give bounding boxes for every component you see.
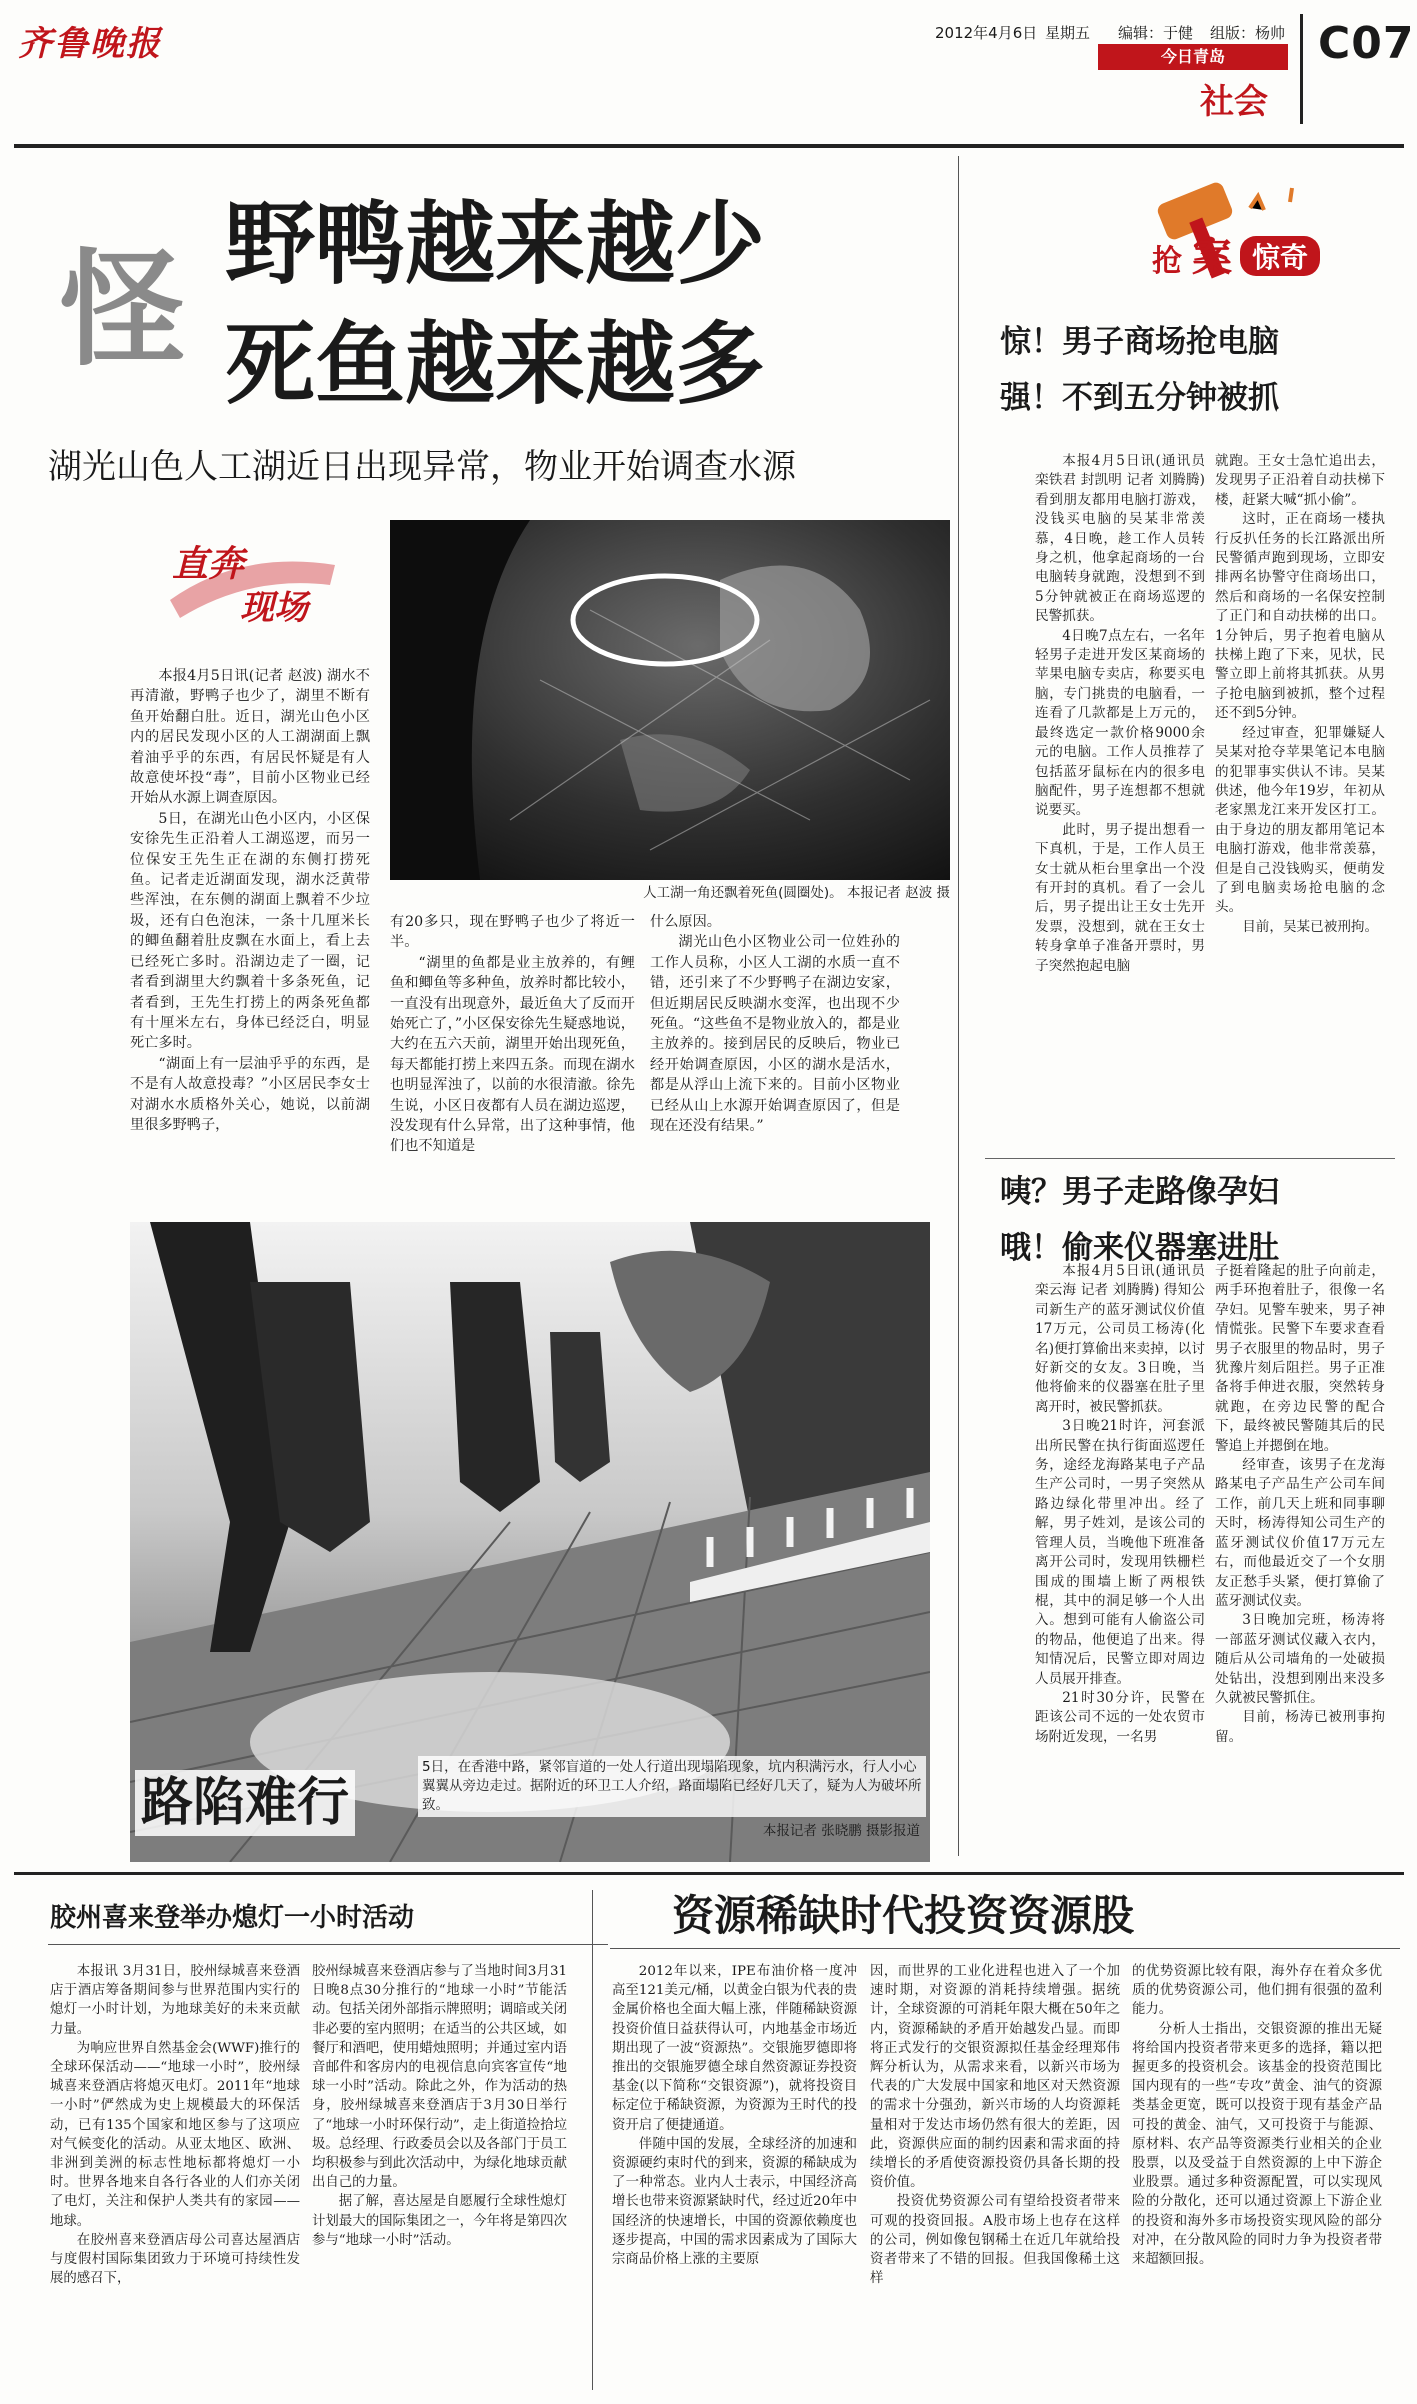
- story1-para: 此时，男子提出想看一下真机，于是，工作人员王女士就从柜台里拿出一个没有开封的真机。看了一会儿后，男子提出让王女士先开发票，没想到，就在王女士转身拿单子准备开票时，男子突然抱起电脑: [1035, 821, 1205, 974]
- story2-column-2: [1215, 1262, 1385, 1854]
- jiaozhou-column-1: [50, 1962, 300, 2387]
- badge-live-report: [160, 530, 345, 630]
- road-title: 路陷难行: [135, 1770, 355, 1836]
- lead-subtitle: 湖光山色人工湖近日出现异常，物业开始调查水源: [48, 447, 796, 487]
- bottom-section-rule: [14, 1872, 1404, 1875]
- story2-para: 目前，杨涛已被刑事拘留。: [1215, 1709, 1385, 1745]
- badge-robbery-a: 抢: [1152, 244, 1182, 279]
- story1-para: 这时，正在商场一楼执行反扒任务的长江路派出所民警循声跑到现场，立即安排两名协警守住商场出口，然后和商场的一名保安控制了正门和自动扶梯的出口。1分钟后，男子抱着电脑从扶梯上跑了下来，见状，民警立即上前将其抓获。从男子抢电脑到被抓，整个过程还不到5分钟。: [1215, 511, 1385, 722]
- section-sub-label: 今日青岛: [1098, 44, 1288, 70]
- badge-live-line2: 现场: [240, 588, 308, 628]
- lead-column-2: [390, 912, 635, 1212]
- lead-para: 5日，在湖光山色小区内，小区保安徐先生正沿着人工湖巡逻，而另一位保安王先生正在湖的东侧打捞死鱼。记者走近湖面发现，湖水泛黄带些浑浊，在东侧的湖面上飘着不少垃圾，还有白色泡沫，一条十几厘米长的鲫鱼翻着肚皮飘在水面上，看上去已经死亡多时。沿湖边走了一圈，记者看到湖里大约飘着十多条死鱼，记者看到，王先生打捞上的两条死鱼都有十厘米左右，身体已经泛白，明显死亡多时。: [130, 810, 370, 1052]
- story2-title-1: 咦？男子走路像孕妇: [1000, 1174, 1279, 1210]
- story2-para: 3日晚加完班，杨涛将一部蓝牙测试仪藏入衣内，随后从公司墙角的一处破损处钻出，没想到刚出来没多久就被民警抓住。: [1215, 1612, 1385, 1706]
- badge-live-line1: 直奔: [172, 544, 245, 585]
- lake-photo-caption: 人工湖一角还飘着死鱼(圆圈处)。 本报记者 赵波 摄: [643, 885, 950, 901]
- story1-para: 就跑。王女士急忙追出去，发现男子正沿着自动扶梯下楼，赶紧大喊“抓小偷”。: [1215, 453, 1385, 508]
- lead-para: “湖面上有一层油乎乎的东西，是不是有人故意投毒？”小区居民李女士对湖水水质格外关心，她说，以前湖里很多野鸭子，: [130, 1055, 370, 1133]
- resource-para: 2012年以来，IPE布油价格一度冲高至121美元/桶，以黄金白银为代表的贵金属价格也全面大幅上涨，伴随稀缺资源投资价值日益获得认可，内地基金市场近期出现了一波“资源热”。交银施罗德即将推出的交银施罗德全球自然资源证券投资基金(以下简称“交银资源”)，就将投资目标定位于稀缺资源，为资源为王时代的投资开启了便捷通道。: [612, 1964, 857, 2133]
- road-caption: 5日，在香港中路，紧邻盲道的一处人行道出现塌陷现象，坑内积满污水，行人小心翼翼从旁边走过。据附近的环卫工人介绍，路面塌陷已经好几天了，疑为人为破坏所致。: [418, 1756, 926, 1817]
- resource-title-underline: [610, 1948, 1400, 1949]
- story1-para: 4日晚7点左右，一名年轻男子走进开发区某商场的苹果电脑专卖店，称要买电脑，专门挑贵的电脑看，一连看了几款都是上万元的，最终选定一款价格9000余元的电脑。工作人员推荐了包括蓝牙鼠标在内的很多电脑配件，男子连想都不想就说要买。: [1035, 627, 1205, 819]
- story2-para: 3日晚21时许，河套派出所民警在执行街面巡逻任务，途经龙海路某电子产品生产公司时，一男子突然从路边绿化带里冲出。经了解，男子姓刘，是该公司的管理人员，当晚他下班准备离开公司时，发现用铁栅栏围成的围墙上断了两根铁棍，其中的洞足够一个人出入。想到可能有人偷盗公司的物品，他便追了出来。得知情况后，民警立即对周边人员展开排查。: [1035, 1418, 1205, 1687]
- bottom-column-divider: [592, 1890, 593, 2390]
- story1-title-1: 惊！男子商场抢电脑: [1000, 324, 1279, 360]
- lead-title-line1: 野鸭越来越少: [225, 192, 765, 297]
- jiaozhou-title: 胶州喜来登举办熄灯一小时活动: [50, 1903, 415, 1933]
- resource-para: 伴随中国的发展，全球经济的加速和资源硬约束时代的到来，资源的稀缺成为了一种常态。业内人士表示，中国经济高增长也带来资源紧缺时代，经过近20年中国经济的快速增长，中国的资源依赖度也逐步提高，中国的需求因素成为了国际大宗商品价格上涨的主要原: [612, 2136, 857, 2268]
- masthead-vertical-divider: [1300, 14, 1303, 124]
- masthead-logo: 齐鲁晚报: [18, 24, 162, 64]
- jiaozhou-para: 在胶州喜来登酒店母公司喜达屋酒店与度假村国际集团致力于环境可持续性发展的感召下，: [50, 2232, 300, 2287]
- issue-date: 2012年4月6日: [935, 24, 1038, 42]
- lead-para: 本报4月5日讯(记者 赵波) 湖水不再清澈，野鸭子也少了，湖里不断有鱼开始翻白肚。近日，湖光山色小区内的居民发现小区的人工湖湖面上飘着油乎乎的东西，有居民怀疑是有人故意使坏投“毒”，目前小区物业已经开始从水源上调查原因。: [130, 668, 370, 807]
- story2-column-1: [1035, 1262, 1205, 1854]
- road-credit: 本报记者 张晓鹏 摄影报道: [762, 1823, 920, 1839]
- story1-para: 经过审查，犯罪嫌疑人吴某对抢夺苹果笔记本电脑的犯罪事实供认不讳。吴某供述，他今年19岁，年初从老家黑龙江来开发区打工。由于身边的朋友都用笔记本电脑打游戏，他非常羡慕，但是自己没钱购买，便萌发了到电脑卖场抢电脑的念头。: [1215, 724, 1385, 916]
- lead-para: 有20多只，现在野鸭子也少了将近一半。: [390, 914, 635, 951]
- column-divider: [958, 156, 959, 1856]
- story2-para: 经审查，该男子在龙海路某电子产品生产公司车间工作，前几天上班和同事聊天时，杨涛得知公司生产的蓝牙测试仪价值17万元左右，而他最近交了一个女朋友正愁手头紧，便打算偷了蓝牙测试仪卖。: [1215, 1457, 1385, 1609]
- lead-column-1: [130, 666, 370, 1211]
- badge-robbery-c: 惊奇: [1240, 236, 1320, 276]
- lead-big-character: 怪: [60, 237, 185, 383]
- resource-para: 投资优势资源公司有望给投资者带来可观的投资回报。A股市场上也存在这样的公司，例如像包钢稀土在近几年就给投资者带来了不错的回报。但我国像稀土这样: [870, 2194, 1120, 2287]
- resource-para: 分析人士指出，交银资源的推出无疑将给国内投资者带来更多的选择，籍以把握更多的投资机会。该基金的投资范围比国内现有的一些“专攻”黄金、油气的资源类基金更宽，既可以投资于现有基金产品可投的黄金、油气，又可投资于与能源、原材料、农产品等资源类行业相关的企业股票，以及受益于自然资源的上中下游企业股票。通过多种资源配置，可以实现风险的分散化，还可以通过资源上下游企业的投资和海外多市场投资实现风险的部分对冲，在分散风险的同时力争为投资者带来超额回报。: [1132, 2021, 1382, 2268]
- layout-credit: 组版：杨帅: [1210, 24, 1286, 42]
- lead-para: “湖里的鱼都是业主放养的，有鲤鱼和鲫鱼等多种鱼，放养时都比较小，一直没有出现意外，最近鱼大了反而开始死亡了，”小区保安徐先生疑惑地说，大约在五六天前，湖里开始出现死鱼，每天都能打捞上来四五条。而现在湖水也明显浑浊了，以前的水很清澈。徐先生说，小区日夜都有人员在湖边巡逻，没发现有什么异常，出了这种事情，他们也不知道是: [390, 954, 635, 1155]
- story1-column-2: [1215, 452, 1385, 1152]
- story1-column-1: [1035, 452, 1205, 1152]
- issue-weekday: 星期五: [1045, 24, 1091, 42]
- lead-para: 湖光山色小区物业公司一位姓孙的工作人员称，小区人工湖的水质一直不错，还引来了不少野鸭子在湖边安家，但近期居民反映湖水变浑，也出现不少死鱼。“这些鱼不是物业放入的，都是业主放养的。接到居民的反映后，物业已经开始调查原因，小区的湖水是活水，都是从浮山上流下来的。目前小区物业已经从山上水源开始调查原因了，但是现在还没有结果。”: [650, 934, 900, 1135]
- jiaozhou-para: 本报讯 3月31日，胶州绿城喜来登酒店于酒店筹备期间参与世界范围内实行的熄灯一小时计划，为地球美好的未来贡献力量。: [50, 1964, 300, 2037]
- resource-para: 的优势资源比较有限，海外存在着众多优质的优势资源公司，他们拥有很强的盈利能力。: [1132, 1964, 1382, 2018]
- jiaozhou-para: 据了解，喜达屋是自愿履行全球性熄灯计划最大的国际集团之一，今年将是第四次参与“地球一小时”活动。: [312, 2194, 567, 2248]
- story2-title-2: 哦！偷来仪器塞进肚: [1000, 1230, 1279, 1266]
- jiaozhou-column-2: [312, 1962, 567, 2387]
- resource-column-3: [1132, 1962, 1382, 2387]
- lead-column-3: [650, 912, 900, 1212]
- section-label: 社会: [1200, 82, 1268, 122]
- story1-para: 目前，吴某已被刑拘。: [1242, 918, 1379, 935]
- badge-robbery-surprise: [1140, 178, 1380, 288]
- resource-para: 因，而世界的工业化进程也进入了一个加速时期，对资源的消耗持续增强。据统计，全球资源的可消耗年限大概在50年之内，资源稀缺的矛盾开始越发凸显。而即将正式发行的交银资源拟任基金经理郑伟辉分析认为，从需求来看，以新兴市场为代表的广大发展中国家和地区对天然资源的需求十分强劲，新兴市场的人均资源耗量相对于发达市场仍然有很大的差距，因此，资源供应面的制约因素和需求面的持续增长的矛盾使资源投资仍具备长期的投资价值。: [870, 1964, 1120, 2191]
- badge-robbery-b: 案: [1192, 235, 1232, 281]
- jiaozhou-para: 为响应世界自然基金会(WWF)推行的全球环保活动——“地球一小时”，胶州绿城喜来登酒店将熄灭电灯。2011年“地球一小时”俨然成为史上规模最大的环保活动，已有135个国家和地区参与了这项应对气候变化的活动。从亚太地区、欧洲、非洲到美洲的标志性地标都将熄灯一小时。世界各地来自各行各业的人们亦关闭了电灯，关注和保护人类共有的家园——地球。: [50, 2040, 300, 2229]
- story2-para: 子挺着隆起的肚子向前走，两手环抱着肚子，很像一名孕妇。见警车驶来，男子神情慌张。民警下车要求查看男子衣服里的物品时，男子犹豫片刻后阻拦。男子正准备将手伸进衣服，突然转身就跑，在旁边民警的配合下，最终被民警随其后的民警追上并摁倒在地。: [1215, 1263, 1385, 1454]
- resource-title: 资源稀缺时代投资资源股: [672, 1891, 1135, 1940]
- jiaozhou-para: 胶州绿城喜来登酒店参与了当地时间3月31日晚8点30分推行的“地球一小时”节能活动。包括关闭外部指示牌照明；调暗或关闭非必要的室内照明；在适当的公共区域，如餐厅和酒吧，使用蜡烛照明；并通过室内语音邮件和客房内的电视信息向宾客宣传“地球一小时”活动。除此之外，作为活动的热身，胶州绿城喜来登酒店于3月30日举行了“地球一小时环保行动”，走上街道捡拾垃圾。总经理、行政委员会以及各部门于员工均积极参与到此次活动中，为绿化地球贡献出自己的力量。: [312, 1964, 567, 2191]
- story1-para: 本报4月5日讯(通讯员 栾铁君 封凯明 记者 刘腾腾) 看到朋友都用电脑打游戏，没钱买电脑的吴某非常羡慕，4日晚，趁工作人员转身之机，他拿起商场的一台电脑转身就跑，没想到不到5分钟就被正在商场巡逻的民警抓获。: [1035, 453, 1205, 625]
- story2-para: 21时30分许，民警在距该公司不远的一处农贸市场附近发现，一名男: [1035, 1689, 1205, 1745]
- page-number: C07: [1318, 18, 1415, 69]
- story2-para: 本报4月5日讯(通讯员 栾云海 记者 刘腾腾) 得知公司新生产的蓝牙测试仪价值17万元，公司员工杨涛(化名)便打算偷出来卖掉，以讨好新交的女友。3日晚，当他将偷来的仪器塞在肚子里离开时，被民警抓获。: [1035, 1263, 1205, 1415]
- story1-title-2: 强！不到五分钟被抓: [1000, 380, 1279, 416]
- lead-para: 什么原因。: [650, 914, 721, 930]
- masthead-rule: [14, 144, 1404, 148]
- lake-photo-image: [390, 520, 950, 880]
- lake-photo: [390, 520, 950, 880]
- editor-credit: 编辑：于健: [1118, 24, 1194, 42]
- lead-title-line2: 死鱼越来越多: [225, 312, 765, 417]
- resource-column-1: [612, 1962, 857, 2387]
- right-story-divider: [985, 1158, 1395, 1159]
- resource-column-2: [870, 1962, 1120, 2387]
- jiaozhou-title-underline: [48, 1944, 608, 1945]
